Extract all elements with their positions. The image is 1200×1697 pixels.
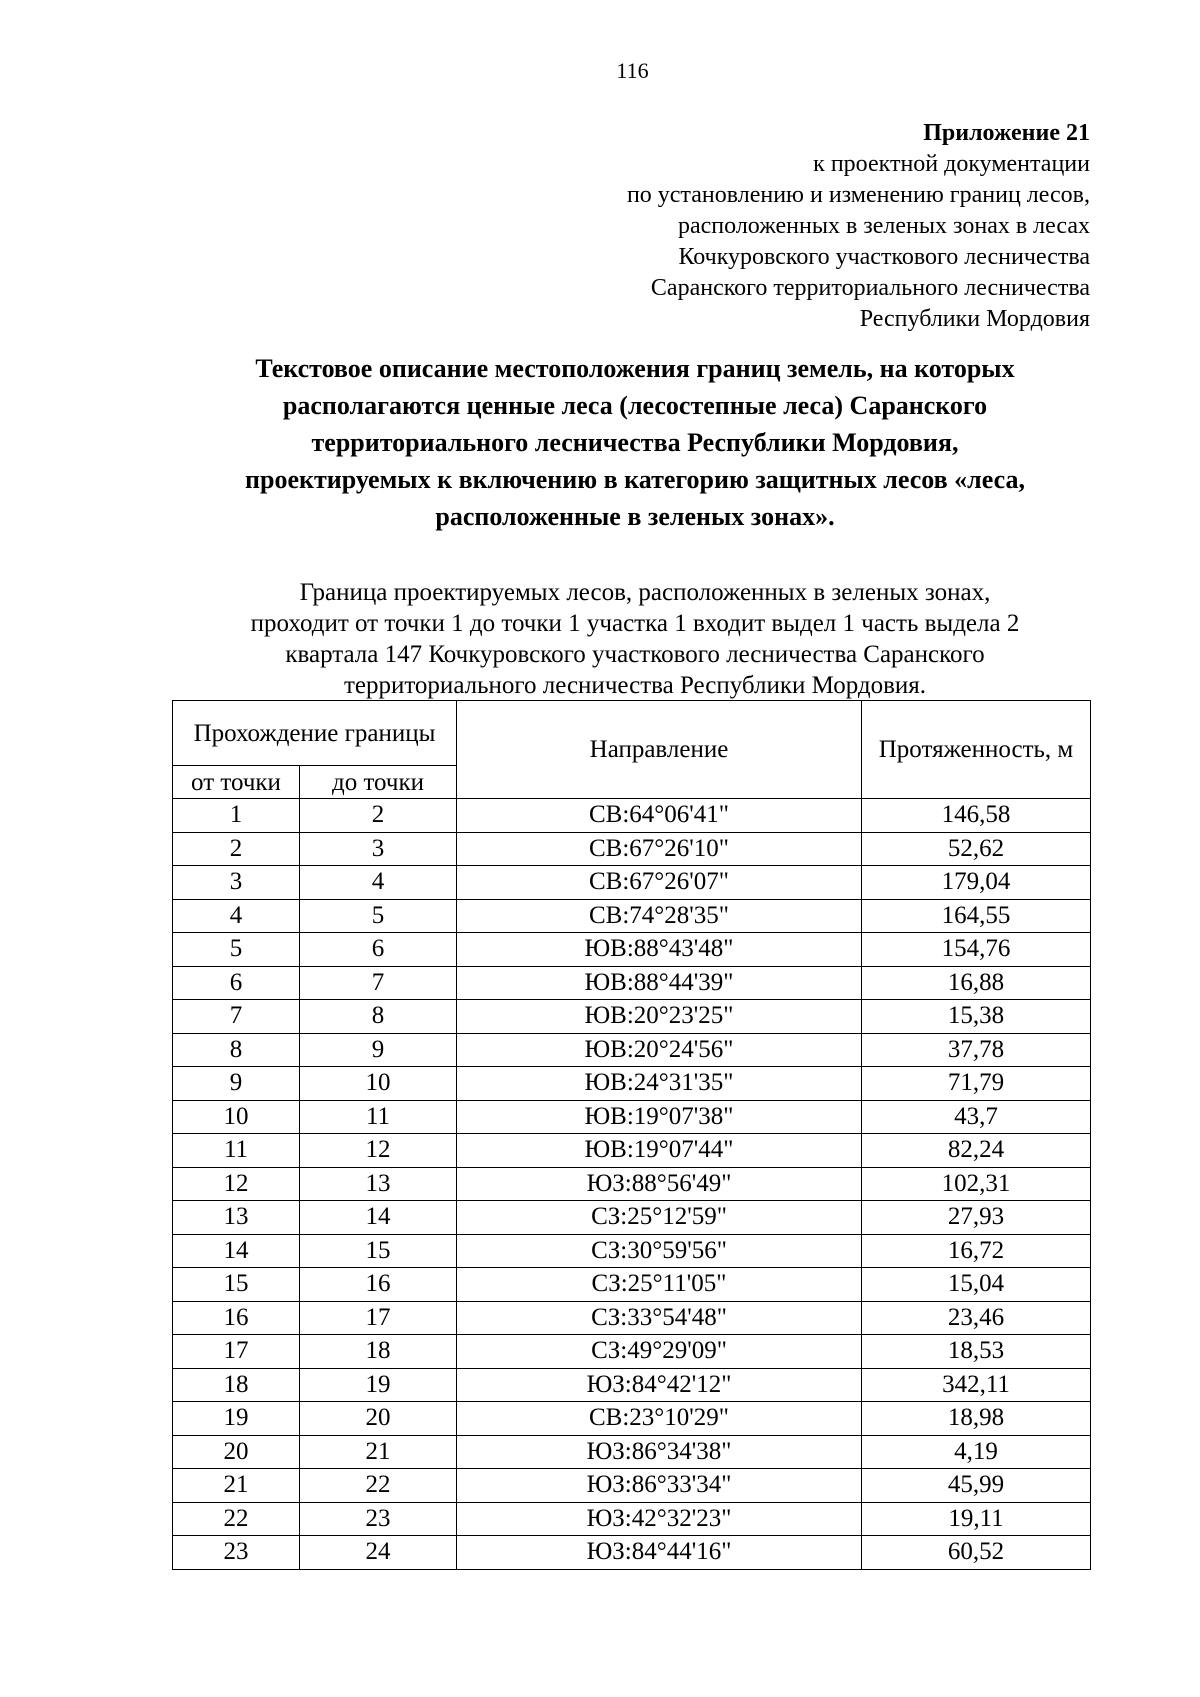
header-direction: Направление — [457, 701, 862, 799]
appendix-line: Кочкуровского участкового лесничества — [678, 244, 1090, 270]
cell-from: 2 — [173, 832, 300, 866]
table-row — [173, 1335, 1091, 1369]
cell-length: 146,58 — [862, 799, 1091, 833]
cell-from: 23 — [173, 1536, 300, 1570]
cell-direction: ЮЗ:86°34'38" — [457, 1435, 862, 1469]
cell-from: 10 — [173, 1100, 300, 1134]
cell-length: 19,11 — [862, 1502, 1091, 1536]
cell-length: 43,7 — [862, 1100, 1091, 1134]
cell-from: 20 — [173, 1435, 300, 1469]
table-row — [173, 933, 1091, 967]
cell-length: 102,31 — [862, 1167, 1091, 1201]
table-row — [173, 1100, 1091, 1134]
intro-paragraph — [170, 577, 1100, 701]
table-row — [173, 1268, 1091, 1302]
intro-line: Граница проектируемых лесов, расположенных в зеленых зонах, — [299, 579, 991, 606]
cell-length: 71,79 — [862, 1067, 1091, 1101]
cell-from: 14 — [173, 1234, 300, 1268]
appendix-block — [627, 118, 1090, 335]
document-title — [160, 350, 1110, 535]
cell-to: 17 — [300, 1301, 457, 1335]
cell-from: 19 — [173, 1402, 300, 1436]
cell-direction: ЮЗ:88°56'49" — [457, 1167, 862, 1201]
table-row — [173, 1234, 1091, 1268]
table-row — [173, 966, 1091, 1000]
appendix-line: к проектной документации — [813, 151, 1090, 177]
cell-to: 6 — [300, 933, 457, 967]
cell-to: 10 — [300, 1067, 457, 1101]
cell-to: 21 — [300, 1435, 457, 1469]
boundary-table — [172, 700, 1091, 1570]
table-row — [173, 1368, 1091, 1402]
cell-from: 7 — [173, 1000, 300, 1034]
cell-length: 18,98 — [862, 1402, 1091, 1436]
cell-from: 9 — [173, 1067, 300, 1101]
table-row — [173, 1402, 1091, 1436]
cell-from: 18 — [173, 1368, 300, 1402]
cell-length: 52,62 — [862, 832, 1091, 866]
cell-direction: СВ:23°10'29" — [457, 1402, 862, 1436]
cell-direction: СВ:67°26'07" — [457, 866, 862, 900]
cell-length: 15,04 — [862, 1268, 1091, 1302]
cell-to: 14 — [300, 1201, 457, 1235]
table-row — [173, 1469, 1091, 1503]
title-line: расположенные в зеленых зонах». — [435, 502, 835, 531]
cell-length: 37,78 — [862, 1033, 1091, 1067]
cell-to: 5 — [300, 899, 457, 933]
table-row — [173, 866, 1091, 900]
appendix-line: Саранского территориального лесничества — [650, 275, 1090, 301]
cell-to: 16 — [300, 1268, 457, 1302]
cell-length: 179,04 — [862, 866, 1091, 900]
cell-from: 6 — [173, 966, 300, 1000]
cell-to: 9 — [300, 1033, 457, 1067]
cell-to: 7 — [300, 966, 457, 1000]
cell-from: 15 — [173, 1268, 300, 1302]
table-row — [173, 1067, 1091, 1101]
cell-direction: СВ:67°26'10" — [457, 832, 862, 866]
cell-length: 342,11 — [862, 1368, 1091, 1402]
table-row — [173, 1435, 1091, 1469]
cell-length: 82,24 — [862, 1134, 1091, 1168]
cell-from: 8 — [173, 1033, 300, 1067]
cell-length: 16,88 — [862, 966, 1091, 1000]
appendix-line: по установлению и изменению границ лесов, — [626, 182, 1090, 208]
cell-direction: ЮВ:20°23'25" — [457, 1000, 862, 1034]
cell-to: 20 — [300, 1402, 457, 1436]
cell-to: 22 — [300, 1469, 457, 1503]
cell-length: 45,99 — [862, 1469, 1091, 1503]
title-line: Текстовое описание местоположения границ земель, на которых — [255, 354, 1015, 383]
cell-direction: СЗ:30°59'56" — [457, 1234, 862, 1268]
cell-direction: ЮЗ:84°42'12" — [457, 1368, 862, 1402]
cell-length: 23,46 — [862, 1301, 1091, 1335]
cell-to: 11 — [300, 1100, 457, 1134]
cell-direction: ЮЗ:86°33'34" — [457, 1469, 862, 1503]
title-line: располагаются ценные леса (лесостепные леса) Саранского — [282, 391, 988, 420]
table-row — [173, 799, 1091, 833]
table-row — [173, 1000, 1091, 1034]
cell-from: 12 — [173, 1167, 300, 1201]
cell-from: 22 — [173, 1502, 300, 1536]
appendix-title: Приложение 21 — [923, 120, 1090, 146]
cell-direction: СВ:74°28'35" — [457, 899, 862, 933]
table-row — [173, 1201, 1091, 1235]
cell-from: 4 — [173, 899, 300, 933]
cell-to: 18 — [300, 1335, 457, 1369]
cell-length: 15,38 — [862, 1000, 1091, 1034]
cell-from: 11 — [173, 1134, 300, 1168]
cell-from: 1 — [173, 799, 300, 833]
title-line: территориального лесничества Республики Мордовия, — [311, 428, 959, 457]
table-row — [173, 1134, 1091, 1168]
cell-direction: СВ:64°06'41" — [457, 799, 862, 833]
cell-to: 19 — [300, 1368, 457, 1402]
cell-to: 3 — [300, 832, 457, 866]
cell-from: 3 — [173, 866, 300, 900]
table-row — [173, 1167, 1091, 1201]
table-row — [173, 899, 1091, 933]
cell-to: 13 — [300, 1167, 457, 1201]
cell-to: 12 — [300, 1134, 457, 1168]
cell-length: 154,76 — [862, 933, 1091, 967]
cell-direction: ЮВ:19°07'38" — [457, 1100, 862, 1134]
table-row — [173, 1536, 1091, 1570]
cell-length: 27,93 — [862, 1201, 1091, 1235]
cell-length: 16,72 — [862, 1234, 1091, 1268]
cell-length: 18,53 — [862, 1335, 1091, 1369]
cell-direction: ЮВ:20°24'56" — [457, 1033, 862, 1067]
header-length: Протяженность, м — [862, 701, 1091, 799]
cell-direction: ЮЗ:42°32'23" — [457, 1502, 862, 1536]
page-number: 116 — [616, 58, 649, 83]
cell-from: 5 — [173, 933, 300, 967]
cell-to: 4 — [300, 866, 457, 900]
intro-line: проходит от точки 1 до точки 1 участка 1 входит выдел 1 часть выдела 2 — [250, 610, 1020, 637]
cell-to: 15 — [300, 1234, 457, 1268]
table-row — [173, 1502, 1091, 1536]
cell-from: 16 — [173, 1301, 300, 1335]
cell-direction: СЗ:25°12'59" — [457, 1201, 862, 1235]
intro-line: квартала 147 Кочкуровского участкового лесничества Саранского — [285, 641, 985, 668]
cell-from: 17 — [173, 1335, 300, 1369]
intro-line: территориального лесничества Республики Мордовия. — [343, 672, 927, 699]
cell-length: 60,52 — [862, 1536, 1091, 1570]
table-body — [173, 799, 1091, 1570]
cell-direction: ЮВ:88°43'48" — [457, 933, 862, 967]
table-row — [173, 832, 1091, 866]
cell-to: 2 — [300, 799, 457, 833]
appendix-line: расположенных в зеленых зонах в лесах — [678, 213, 1090, 239]
header-to: до точки — [300, 766, 457, 799]
cell-to: 23 — [300, 1502, 457, 1536]
header-passage: Прохождение границы — [173, 701, 457, 766]
title-line: проектируемых к включению в категорию защитных лесов «леса, — [245, 465, 1025, 494]
cell-direction: СЗ:49°29'09" — [457, 1335, 862, 1369]
appendix-line: Республики Мордовия — [859, 306, 1090, 332]
cell-direction: ЮВ:24°31'35" — [457, 1067, 862, 1101]
table-row — [173, 1301, 1091, 1335]
cell-from: 21 — [173, 1469, 300, 1503]
cell-direction: СЗ:25°11'05" — [457, 1268, 862, 1302]
cell-direction: ЮВ:19°07'44" — [457, 1134, 862, 1168]
cell-direction: ЮЗ:84°44'16" — [457, 1536, 862, 1570]
cell-direction: ЮВ:88°44'39" — [457, 966, 862, 1000]
cell-length: 164,55 — [862, 899, 1091, 933]
cell-length: 4,19 — [862, 1435, 1091, 1469]
table-row — [173, 1033, 1091, 1067]
cell-to: 8 — [300, 1000, 457, 1034]
cell-direction: СЗ:33°54'48" — [457, 1301, 862, 1335]
header-from: от точки — [173, 766, 300, 799]
cell-from: 13 — [173, 1201, 300, 1235]
cell-to: 24 — [300, 1536, 457, 1570]
